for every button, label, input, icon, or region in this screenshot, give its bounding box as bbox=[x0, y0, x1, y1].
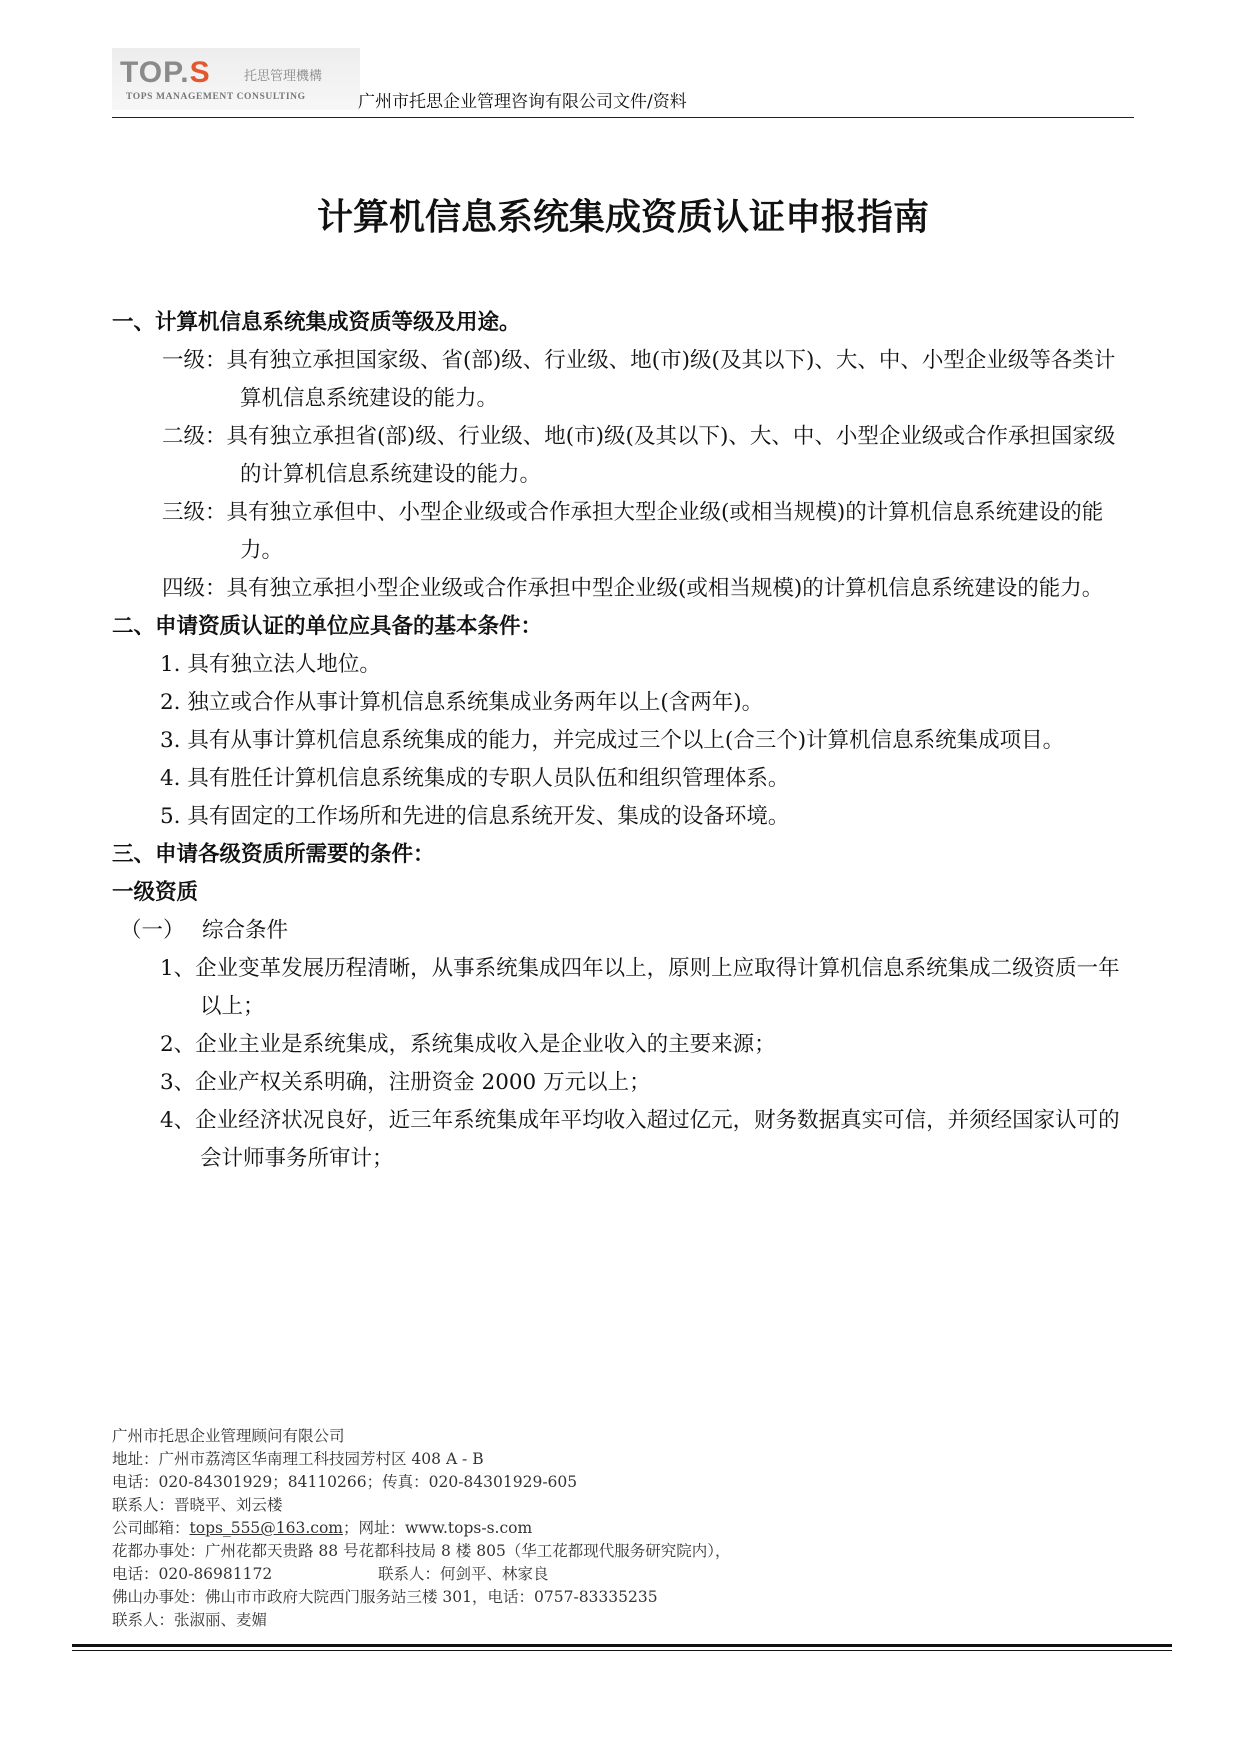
document-title: 计算机信息系统集成资质认证申报指南 bbox=[316, 197, 929, 238]
footer-phone: 电话：020-84301929；84110266；传真：020-84301929-605 bbox=[112, 1473, 578, 1491]
company-logo bbox=[112, 48, 360, 110]
footer-divider-thin bbox=[72, 1650, 1172, 1651]
footer-huadu-office: 花都办事处：广州花都天贵路 88 号花都科技局 8 楼 805（华工花都现代服务研究院内）， bbox=[112, 1542, 731, 1560]
requirement-item: 4、企业经济状况良好，近三年系统集成年平均收入超过亿元，财务数据真实可信，并须经国家认可的会计师事务所审计； bbox=[160, 1108, 1120, 1171]
requirement-item: 3、企业产权关系明确，注册资金 2000 万元以上； bbox=[160, 1070, 651, 1095]
subsection-heading bbox=[112, 912, 1134, 950]
level-item: 三级：具有独立承但中、小型企业级或合作承担大型企业级(或相当规模)的计算机信息系统建设的能力。 bbox=[162, 500, 1104, 563]
condition-item: 1. 具有独立法人地位。 bbox=[160, 652, 381, 677]
footer-huadu-phone-line: 电话：020-86981172 联系人：何剑平、林家良 bbox=[112, 1565, 549, 1583]
level-item: 四级：具有独立承担小型企业级或合作承担中型企业级(或相当规模)的计算机信息系统建设的能力。 bbox=[162, 576, 1104, 601]
header-company-text: 广州市托思企业管理咨询有限公司文件/资料 bbox=[358, 92, 687, 112]
requirement-item: 2、企业主业是系统集成，系统集成收入是企业收入的主要来源； bbox=[160, 1032, 776, 1057]
condition-item: 3. 具有从事计算机信息系统集成的能力，并完成过三个以上(合三个)计算机信息系统集成项目。 bbox=[160, 728, 1065, 753]
footer-foshan-contacts: 联系人：张淑丽、麦媚 bbox=[112, 1611, 268, 1629]
requirement-item: 1、企业变革发展历程清晰，从事系统集成四年以上，原则上应取得计算机信息系统集成二级资质一年以上； bbox=[160, 956, 1120, 1019]
document-body bbox=[112, 304, 1134, 1178]
logo-chinese-name: 托思管理機構 bbox=[244, 69, 323, 84]
condition-item: 5. 具有固定的工作场所和先进的信息系统开发、集成的设备环境。 bbox=[160, 804, 790, 829]
footer-foshan-office: 佛山办事处：佛山市市政府大院西门服务站三楼 301，电话：0757-83335235 bbox=[112, 1588, 658, 1606]
website-text: ；网址：www.tops-s.com bbox=[343, 1519, 533, 1537]
section2-heading: 二、申请资质认证的单位应具备的基本条件： bbox=[112, 614, 543, 639]
logo-english-name: TOPS MANAGEMENT CONSULTING bbox=[126, 92, 306, 102]
section1-heading: 一、计算机信息系统集成资质等级及用途。 bbox=[112, 310, 521, 335]
condition-item: 2. 独立或合作从事计算机信息系统集成业务两年以上(含两年)。 bbox=[160, 690, 764, 715]
subsection-title: 综合条件 bbox=[202, 918, 289, 943]
level-item: 一级：具有独立承担国家级、省(部)级、行业级、地(市)级(及其以下)、大、中、小型企业级等各类计算机信息系统建设的能力。 bbox=[162, 348, 1116, 411]
footer-address: 地址：广州市荔湾区华南理工科技园芳村区 408 A - B bbox=[112, 1450, 484, 1468]
level-item: 二级：具有独立承担省(部)级、行业级、地(市)级(及其以下)、大、中、小型企业级或合作承担国家级的计算机信息系统建设的能力。 bbox=[162, 424, 1116, 487]
page-header bbox=[112, 48, 1134, 120]
header-divider bbox=[112, 117, 1134, 118]
logo-wordmark: TOP.S bbox=[120, 56, 211, 89]
email-link[interactable]: tops_555@163.com bbox=[189, 1519, 344, 1537]
page-footer bbox=[112, 1425, 1134, 1632]
footer-contacts: 联系人：晋晓平、刘云楼 bbox=[112, 1496, 283, 1514]
section3-heading: 三、申请各级资质所需要的条件： bbox=[112, 842, 435, 867]
subsection-label: （一） bbox=[120, 918, 185, 943]
footer-company: 广州市托思企业管理顾问有限公司 bbox=[112, 1427, 345, 1445]
level1-heading: 一级资质 bbox=[112, 880, 199, 905]
footer-email-line: 公司邮箱：tops_555@163.com；网址：www.tops-s.com bbox=[112, 1519, 533, 1537]
condition-item: 4. 具有胜任计算机信息系统集成的专职人员队伍和组织管理体系。 bbox=[160, 766, 790, 791]
footer-divider-thick bbox=[72, 1644, 1172, 1647]
